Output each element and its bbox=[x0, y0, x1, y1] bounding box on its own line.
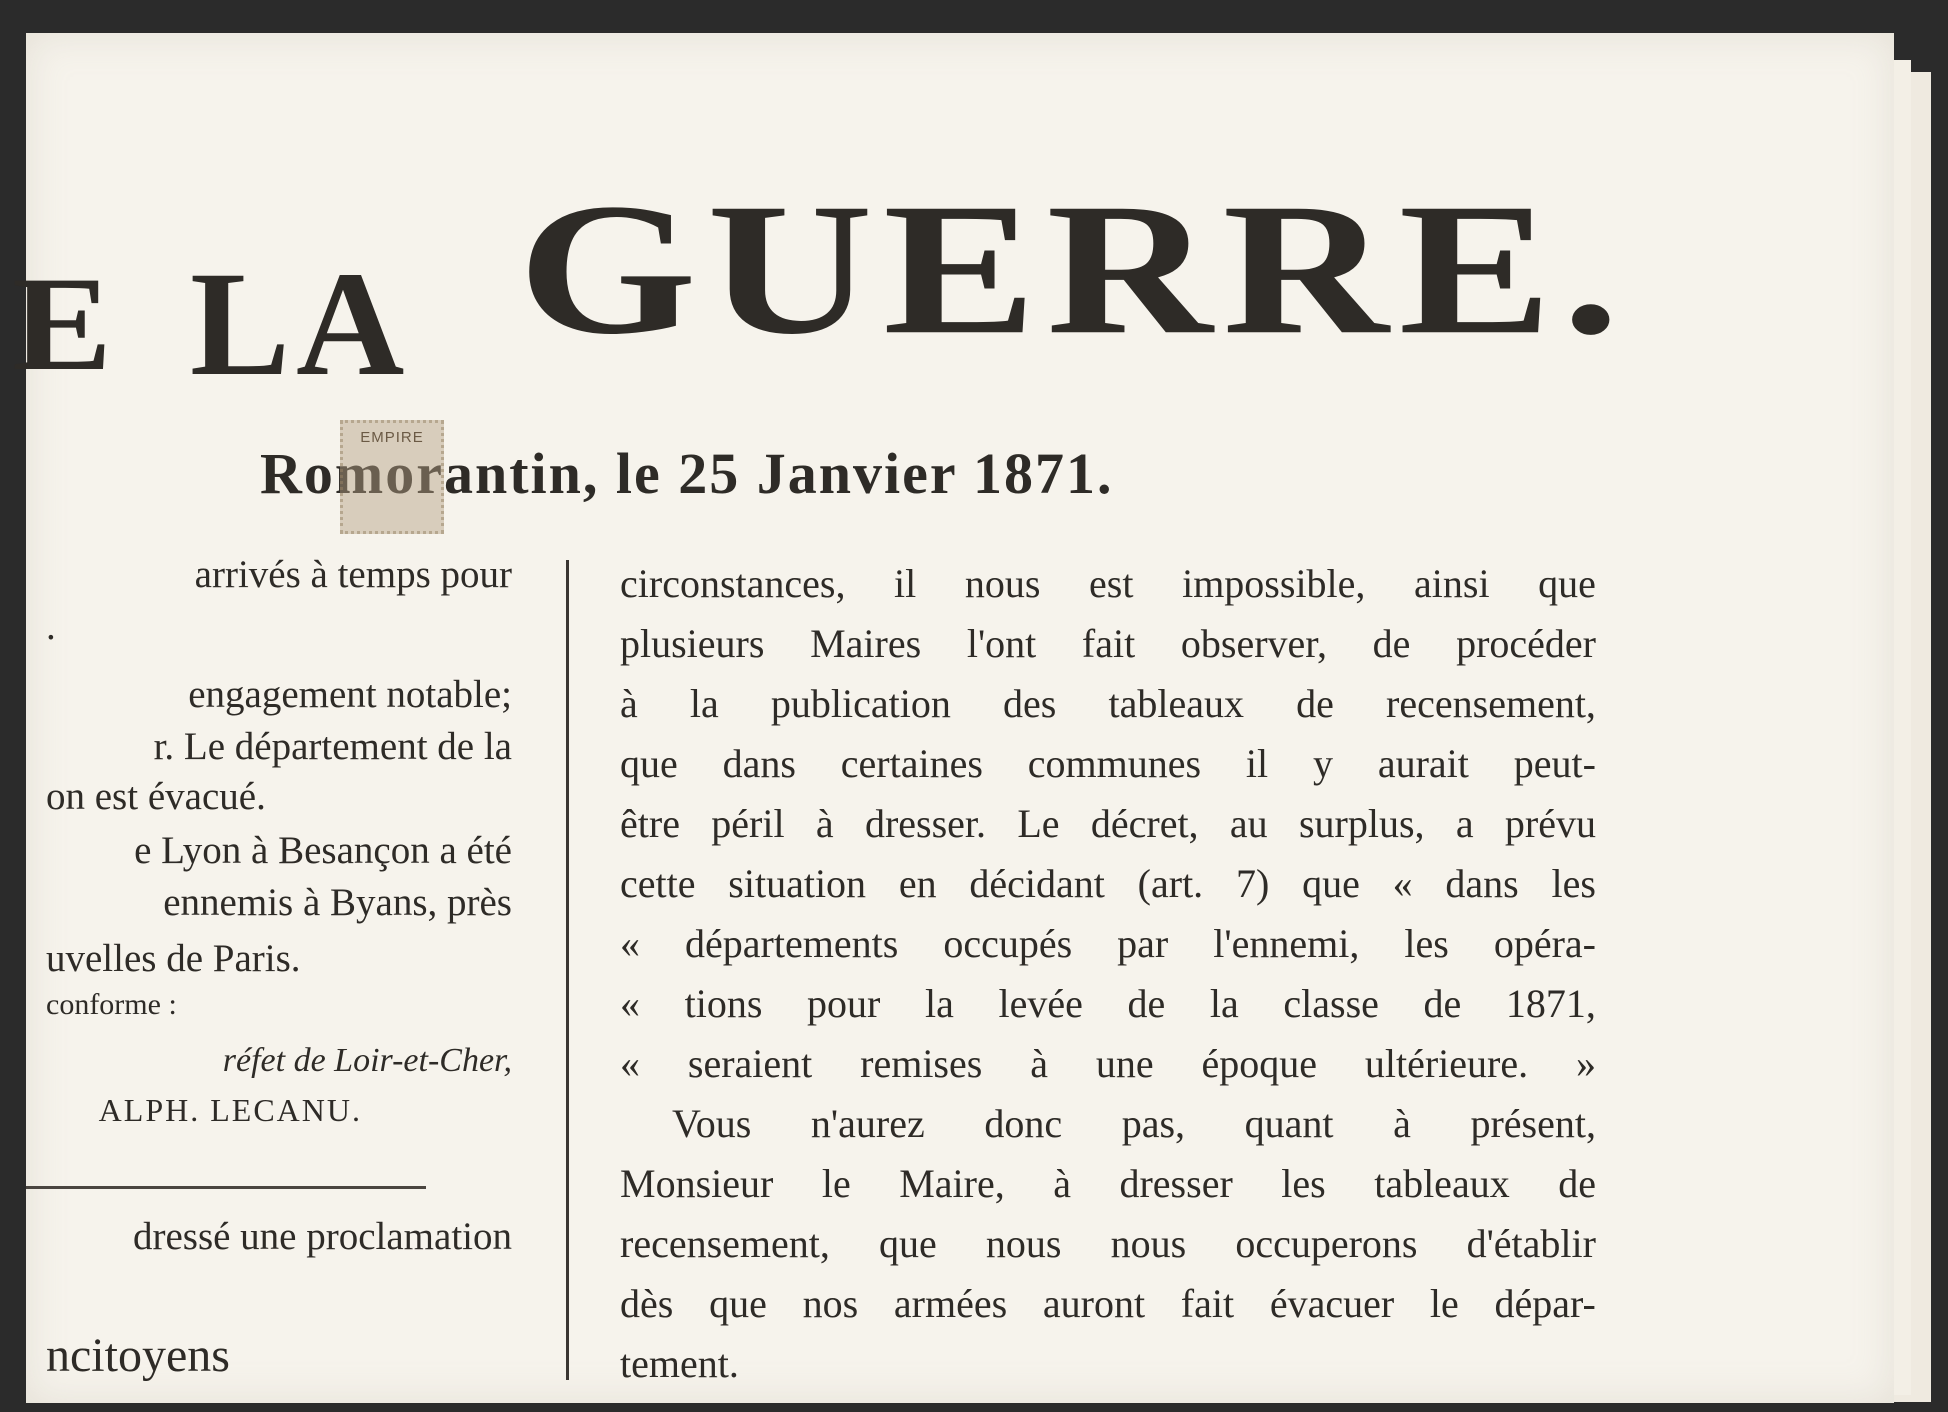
left-column-line: conforme : bbox=[46, 988, 177, 1021]
left-column-line: arrivés à temps pour bbox=[194, 553, 512, 596]
left-column-line: réfet de Loir-et-Cher, bbox=[222, 1042, 512, 1079]
right-column-line: recensement, que nous nous occuperons d'établir bbox=[620, 1221, 1596, 1266]
postage-stamp bbox=[340, 420, 444, 534]
left-column-line: on est évacué. bbox=[46, 775, 266, 818]
right-column-line: « départements occupés par l'ennemi, les opéra- bbox=[620, 921, 1596, 966]
headline-fragment: E bbox=[12, 249, 119, 399]
left-column-line: dressé une proclamation bbox=[132, 1215, 512, 1258]
right-column-line: « seraient remises à une époque ultérieure. » bbox=[620, 1041, 1596, 1086]
left-column-line: ennemis à Byans, près bbox=[163, 881, 512, 924]
left-column-line: ALPH. LECANU. bbox=[98, 1092, 362, 1128]
right-column-line: circonstances, il nous est impossible, ainsi que bbox=[620, 561, 1596, 606]
right-column-line: « tions pour la levée de la classe de 1871, bbox=[620, 981, 1596, 1026]
right-column bbox=[620, 560, 1600, 1392]
right-column-line: Vous n'aurez donc pas, quant à présent, bbox=[672, 1101, 1596, 1146]
left-column-line: engagement notable; bbox=[188, 673, 512, 716]
dateline: Romorantin, le 25 Janvier 1871. bbox=[260, 441, 1114, 506]
left-column-line: . bbox=[46, 605, 56, 648]
right-column-line: tement. bbox=[620, 1341, 739, 1386]
right-column-line: dès que nos armées auront fait évacuer le dépar- bbox=[620, 1281, 1596, 1326]
stamp-label: EMPIRE bbox=[360, 429, 424, 446]
left-column-line: r. Le département de la bbox=[153, 725, 512, 768]
right-column-line: que dans certaines communes il y aurait peut- bbox=[620, 741, 1596, 786]
headline-word: GUERRE. bbox=[518, 164, 1630, 374]
left-column-line: ncitoyens bbox=[46, 1329, 230, 1382]
signature-rule bbox=[26, 1186, 426, 1189]
right-column-line: Monsieur le Maire, à dresser les tableaux de bbox=[620, 1161, 1596, 1206]
right-column-line: être péril à dresser. Le décret, au surplus, a prévu bbox=[620, 801, 1596, 846]
left-column-line: e Lyon à Besançon a été bbox=[134, 829, 512, 872]
column-divider bbox=[566, 560, 569, 1380]
right-column-line: cette situation en décidant (art. 7) que « dans les bbox=[620, 861, 1596, 906]
right-column-line: plusieurs Maires l'ont fait observer, de procéder bbox=[620, 621, 1596, 666]
left-column-line: uvelles de Paris. bbox=[46, 937, 301, 980]
right-column-line: à la publication des tableaux de recensement, bbox=[620, 681, 1596, 726]
headline-article: LA bbox=[190, 241, 411, 407]
left-column bbox=[0, 552, 512, 1392]
